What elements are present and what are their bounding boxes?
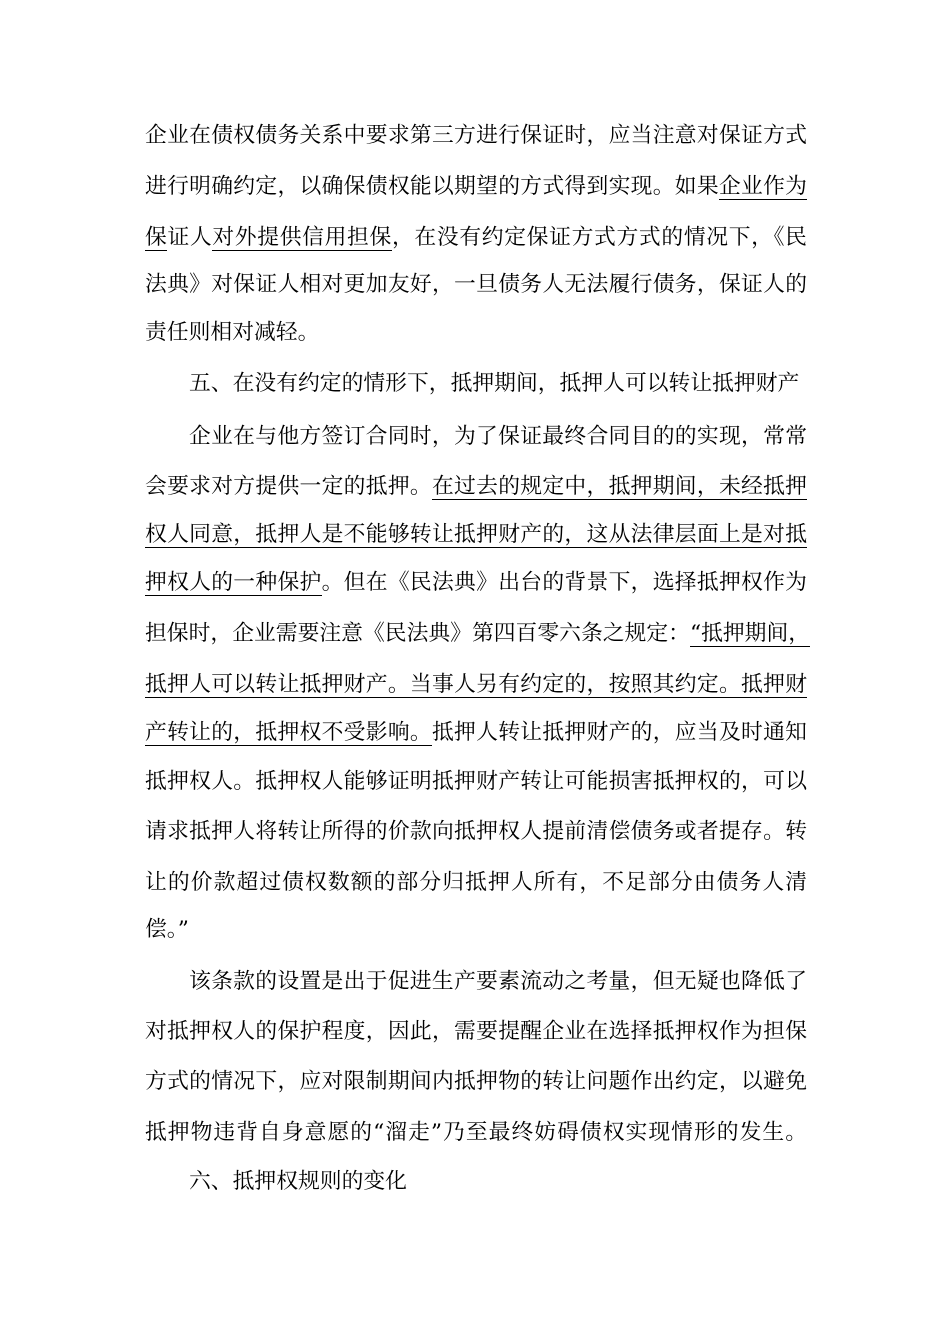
text-run: 责任则相对减轻。 — [145, 320, 320, 345]
text-line — [145, 515, 807, 555]
section-heading: 六、抵押权规则的变化 — [189, 1169, 407, 1194]
text-line — [145, 563, 807, 603]
text-line — [145, 167, 807, 207]
section-heading: 五、在没有约定的情形下，抵押期间，抵押人可以转让抵押财产 — [189, 371, 800, 396]
underlined-text: 保 — [145, 225, 168, 250]
text-run: 该条款的设置是出于促进生产要素流动之考量，但无疑也降低了 — [189, 969, 807, 994]
text-line — [189, 962, 807, 1002]
text-run: ，在没有约定保证方式方式的情况下，《民 — [391, 225, 807, 250]
text-run: 企业在债权债务关系中要求第三方进行保证时，应当注意对保证方式 — [145, 123, 807, 148]
text-line — [145, 910, 807, 950]
text-run: 法典》对保证人相对更加友好，一旦债务人无法履行债务，保证人的 — [145, 272, 807, 297]
text-run: 偿。” — [145, 917, 189, 942]
underlined-text: 对外提供信用担保 — [212, 225, 392, 250]
text-run: 抵押人转让抵押财产的，应当及时通知 — [431, 720, 807, 745]
text-run: 进行明确约定，以确保债权能以期望的方式得到实现。如果 — [145, 174, 719, 199]
text-line — [145, 665, 807, 705]
text-line — [189, 417, 807, 457]
underlined-text: 抵押人可以转让抵押财产。当事人另有约定的，按照其约定。抵押财 — [145, 672, 807, 697]
text-run: 对抵押权人的保护程度，因此，需要提醒企业在选择抵押权作为担保 — [145, 1019, 807, 1044]
underlined-text: 在过去的规定中，抵押期间，未经抵押 — [431, 474, 807, 499]
text-line — [145, 614, 811, 654]
text-line — [145, 218, 807, 258]
text-line — [145, 1062, 807, 1102]
text-run: 请求抵押人将转让所得的价款向抵押权人提前清偿债务或者提存。转 — [145, 819, 807, 844]
underlined-text: “抵押期间， — [689, 621, 811, 646]
text-run: 抵押权人。抵押权人能够证明抵押财产转让可能损害抵押权的，可以 — [145, 769, 807, 794]
text-line — [145, 713, 807, 753]
text-line — [145, 1113, 807, 1153]
text-run: 方式的情况下，应对限制期间内抵押物的转让问题作出约定，以避免 — [145, 1069, 807, 1094]
text-line — [145, 863, 807, 903]
underlined-text: 企业作为 — [718, 174, 807, 199]
text-line — [145, 313, 807, 353]
underlined-text: 押权人的一种保护 — [145, 570, 322, 595]
underlined-text: 产转让的，抵押权不受影响。 — [145, 720, 432, 745]
text-line — [145, 812, 807, 852]
text-run: 企业在与他方签订合同时，为了保证最终合同目的的实现，常常 — [189, 424, 807, 449]
text-run: 抵押物违背自身意愿的“溜走”乃至最终妨碍债权实现情形的发生。 — [145, 1120, 807, 1145]
text-line — [145, 265, 807, 305]
text-line — [145, 116, 807, 156]
text-run: 让的价款超过债权数额的部分归抵押人所有，不足部分由债务人清 — [145, 870, 807, 895]
text-run: 证人 — [167, 225, 213, 250]
text-line — [145, 762, 807, 802]
underlined-text: 权人同意，抵押人是不能够转让抵押财产的，这从法律层面上是对抵 — [145, 522, 807, 547]
text-line — [145, 467, 807, 507]
text-run: 。但在《民法典》出台的背景下，选择抵押权作为 — [321, 570, 807, 595]
text-line — [145, 1012, 807, 1052]
text-run: 担保时，企业需要注意《民法典》第四百零六条之规定： — [145, 621, 690, 646]
text-run: 会要求对方提供一定的抵押。 — [145, 474, 432, 499]
